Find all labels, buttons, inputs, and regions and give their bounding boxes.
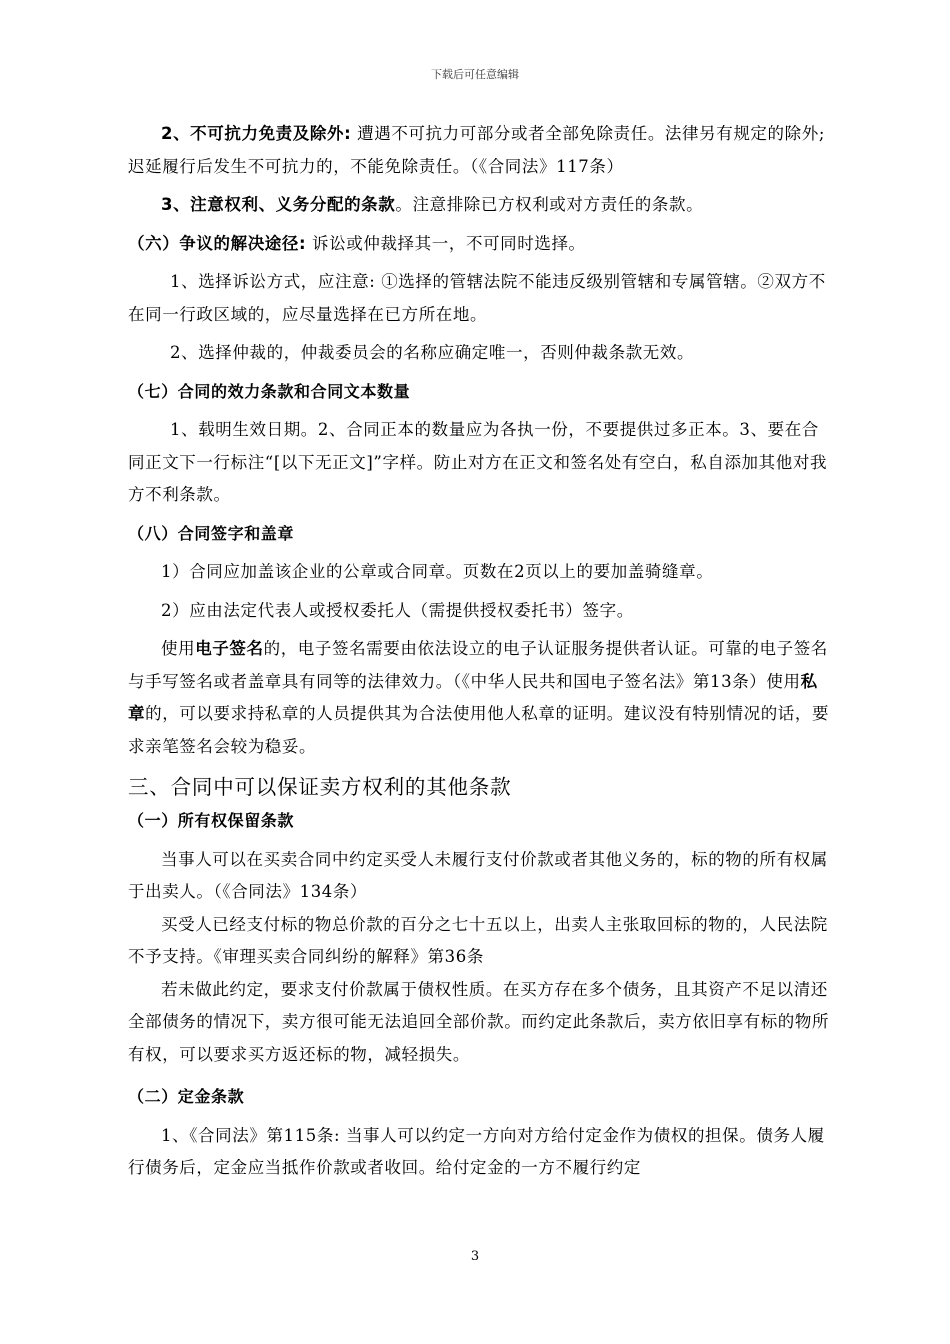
- paragraph-electronic-signature: [128, 633, 833, 763]
- paragraph-text: 遭遇不可抗力可部分或者全部免除责任。法律另有规定的除外; 迟延履行后发生不可抗力的，不能免除责任。（《合同法》117条）: [128, 124, 825, 176]
- paragraph-deposit: 1、《合同法》第115条: 当事人可以约定一方向对方给付定金作为债权的担保。债务人履行债务后，定金应当抵作价款或者收回。给付定金的一方不履行约定: [128, 1125, 825, 1177]
- paragraph-text: 的，可以要求持私章的人员提供其为合法使用他人私章的证明。建议没有特别情况的话，要求亲笔签名会较为稳妥。: [128, 704, 830, 756]
- bold-lead: （六）争议的解决途径:: [128, 233, 307, 253]
- paragraph-title-retention: 当事人可以在买卖合同中约定买受人未履行支付价款或者其他义务的，标的物的所有权属于出卖人。（《合同法》134条）: [128, 849, 828, 901]
- subsection-heading-title-retention: （一）所有权保留条款: [128, 811, 295, 830]
- paragraph-litigation: 1、选择诉讼方式，应注意: ①选择的管辖法院不能违反级别管辖和专属管辖。②双方不在同一行政区域的，应尽量选择在已方所在地。: [128, 272, 826, 324]
- subsection-dispute-resolution: [128, 228, 833, 261]
- paragraph-consequence: 若未做此约定，要求支付价款属于债权性质。在买方存在多个债务，且其资产不足以清还全部债务的情况下，卖方很可能无法追回全部价款。而约定此条款后，卖方依旧享有标的物所有权，可以要求买方返还标的物，减轻损失。: [128, 979, 830, 1064]
- bold-term: 私章: [128, 671, 818, 723]
- bold-lead: 3、注意权利、义务分配的条款: [161, 195, 396, 214]
- paragraph-rights-obligations: [128, 189, 833, 222]
- bold-lead: 2、不可抗力免责及除外:: [161, 124, 352, 143]
- subsection-heading-signing: （八）合同签字和盖章: [128, 523, 295, 543]
- paragraph-validity: 1、载明生效日期。2、合同正本的数量应为各执一份，不要提供过多正本。3、要在合同正文下一行标注“[以下无正文]”字样。防止对方在正文和签名处有空白，私自添加其他对我方不利条款。: [128, 420, 828, 504]
- paragraph-signature: 2）应由法定代表人或授权委托人（需提供授权委托书）签字。: [161, 600, 634, 620]
- paragraph-text: 诉讼或仲裁择其一，不可同时选择。: [306, 233, 586, 253]
- subsection-heading-deposit: （二）定金条款: [128, 1087, 245, 1106]
- page-number: 3: [470, 1249, 480, 1264]
- paragraph-text: 使用: [161, 639, 196, 658]
- bold-term: 电子签名: [195, 639, 264, 658]
- document-body: [128, 118, 833, 1185]
- paragraph-force-majeure: [128, 118, 833, 183]
- paragraph-text: 的，电子签名需要由依法设立的电子认证服务提供者认证。可靠的电子签名与手写签名或者盖章具有同等的法律效力。（《中华人民共和国电子签名法》第13条）使用: [128, 639, 828, 691]
- paragraph-arbitration: 2、选择仲裁的，仲裁委员会的名称应确定唯一，否则仲裁条款无效。: [170, 343, 695, 362]
- page-header: 下载后可任意编辑: [431, 68, 519, 81]
- subsection-heading-validity: （七）合同的效力条款和合同文本数量: [128, 381, 411, 401]
- paragraph-text: 。注意排除已方权利或对方责任的条款。: [395, 195, 704, 214]
- paragraph-75-percent: 买受人已经支付标的物总价款的百分之七十五以上，出卖人主张取回标的物的，人民法院不予支持。《审理买卖合同纠纷的解释》第36条: [128, 914, 828, 966]
- paragraph-seal: 1）合同应加盖该企业的公章或合同章。页数在2页以上的要加盖骑缝章。: [161, 562, 714, 581]
- section-heading-seller-rights: 三、合同中可以保证卖方权利的其他条款: [128, 775, 512, 799]
